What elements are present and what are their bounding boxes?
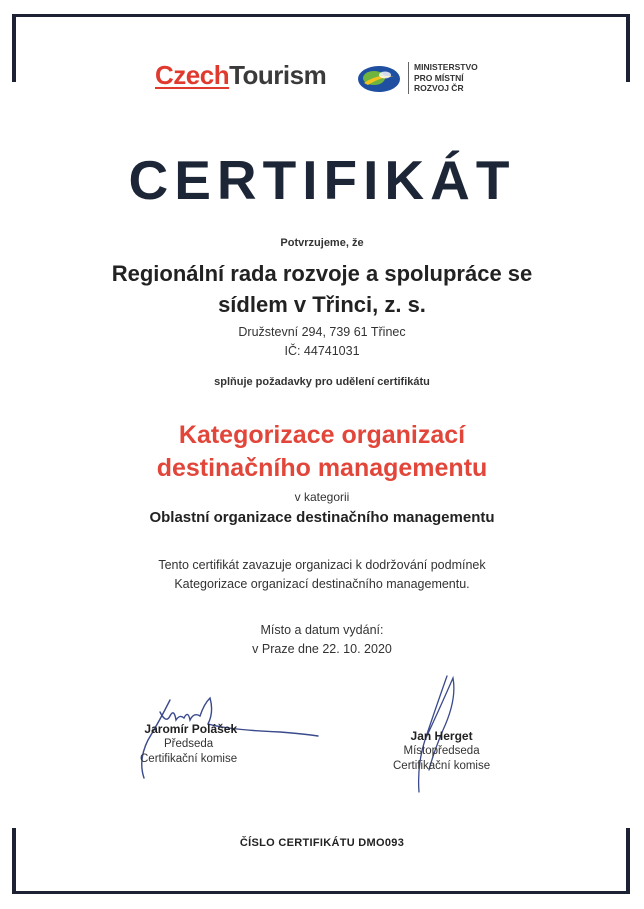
address-line: Družstevní 294, 739 61 Třinec — [238, 325, 406, 339]
signatory-left-committee: Certifikační komise — [140, 753, 238, 765]
ministry-logo-text — [414, 62, 478, 94]
category-title-line-2: destinačního managementu — [156, 454, 488, 482]
requirement-text: splňuje požadavky pro udělení certifikátu — [214, 376, 430, 388]
place-date-value: v Praze dne 22. 10. 2020 — [252, 642, 392, 656]
ic-line: IČ: 44741031 — [284, 344, 360, 358]
organization-address — [0, 323, 644, 361]
ministry-line-1: MINISTERSTVO — [414, 62, 478, 72]
frame-left-top-bracket — [12, 14, 16, 82]
signatory-right-role: Místopředseda — [403, 745, 480, 757]
in-category-label: v kategorii — [294, 490, 350, 504]
signatory-right-committee: Certifikační komise — [393, 760, 491, 772]
certificate-number: ČÍSLO CERTIFIKÁTU DMO093 — [239, 837, 405, 849]
organization-name-line-1: Regionální rada rozvoje a spolupráce se — [111, 261, 533, 286]
obligation-text — [0, 556, 644, 594]
ministry-emblem-icon — [356, 64, 402, 94]
frame-top-line — [12, 14, 630, 17]
obligation-line-1: Tento certifikát zavazuje organizaci k dodržování podmínek — [158, 558, 486, 572]
czechtourism-logo-czech: Czech — [155, 60, 230, 90]
signatory-left-role: Předseda — [163, 738, 214, 750]
certificate-title: CERTIFIKÁT — [128, 149, 516, 211]
czechtourism-logo — [155, 60, 326, 91]
signatory-left-name: Jaromír Polášek — [144, 722, 238, 736]
place-date-label: Místo a datum vydání: — [260, 623, 384, 637]
signatory-right — [393, 729, 490, 774]
category-title — [0, 419, 644, 485]
signatory-right-name: Jan Herget — [410, 729, 473, 743]
frame-bottom-line — [12, 891, 630, 894]
category-title-line-1: Kategorizace organizací — [178, 421, 466, 449]
organization-name-line-2: sídlem v Třinci, z. s. — [218, 292, 426, 317]
category-name: Oblastní organizace destinačního managementu — [149, 509, 495, 526]
confirm-text: Potvrzujeme, že — [280, 237, 364, 249]
organization-name — [90, 258, 554, 320]
czechtourism-logo-tourism: Tourism — [229, 60, 327, 90]
ministry-line-2: PRO MÍSTNÍ — [414, 72, 464, 83]
frame-right-top-bracket — [626, 14, 630, 82]
ministry-line-3: ROZVOJ ČR — [414, 83, 464, 93]
obligation-line-2: Kategorizace organizací destinačního managementu. — [174, 577, 470, 591]
ministry-logo-separator — [408, 62, 409, 94]
signatory-left — [140, 722, 237, 767]
place-date — [0, 621, 644, 659]
